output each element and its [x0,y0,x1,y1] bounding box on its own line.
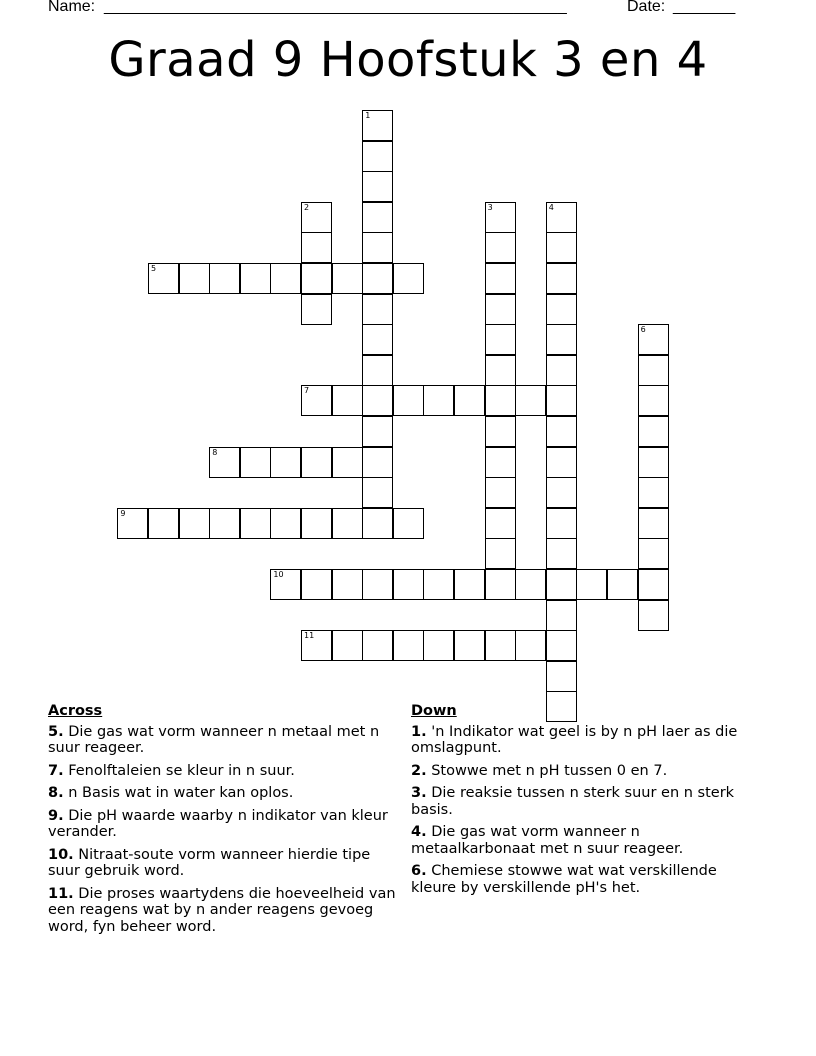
grid-cell[interactable] [485,263,516,294]
grid-cell[interactable] [393,263,424,294]
grid-cell[interactable] [393,508,424,539]
date-field[interactable]: _______ [673,0,736,15]
grid-cell[interactable] [393,385,424,416]
clue-text: Nitraat-soute vorm wanneer hierdie tipe suur gebruik word. [48,846,371,879]
clue-number: 4. [411,824,427,840]
clue-number: 6 [640,325,646,335]
across-clue [48,847,398,880]
grid-cell[interactable] [423,385,454,416]
grid-cell[interactable] [454,569,485,600]
grid-cell[interactable] [546,355,577,386]
grid-cell[interactable] [301,447,332,478]
clue-number: 4 [548,202,554,212]
grid-cell[interactable] [485,232,516,263]
down-clues [411,703,761,902]
grid-cell[interactable] [117,508,148,539]
clue-text: 'n Indikator wat geel is by n pH laer as die omslagpunt. [411,723,738,756]
grid-cell[interactable] [362,294,393,325]
clue-number: 6. [411,863,427,879]
name-label: Name: [48,0,96,15]
clue-number: 9 [120,508,126,518]
grid-cell[interactable] [485,324,516,355]
grid-cell[interactable] [485,355,516,386]
grid-cell[interactable] [301,202,332,233]
clue-number: 10 [273,570,284,579]
grid-cell[interactable] [332,385,363,416]
clue-text: Die reaksie tussen n sterk suur en n sterk basis. [411,785,735,818]
grid-cell[interactable] [148,263,179,294]
grid-cell[interactable] [485,385,516,416]
grid-cell[interactable] [332,630,363,661]
grid-cell[interactable] [362,110,393,141]
grid-cell[interactable] [332,508,363,539]
grid-cell[interactable] [362,324,393,355]
grid-cell[interactable] [332,569,363,600]
grid-cell[interactable] [485,202,516,233]
clue-text: Die gas wat vorm wanneer n metaalkarbonaat met n suur reageer. [411,824,684,857]
grid-cell[interactable] [638,508,669,539]
grid-cell[interactable] [546,202,577,233]
clue-text: Fenolftaleien se kleur in n suur. [63,762,295,779]
grid-cell[interactable] [362,141,393,172]
grid-cell[interactable] [638,416,669,447]
grid-cell[interactable] [332,263,363,294]
grid-cell[interactable] [485,416,516,447]
clue-number: 1. [411,723,427,740]
grid-cell[interactable] [546,294,577,325]
grid-cell[interactable] [362,232,393,263]
grid-cell[interactable] [209,508,240,539]
grid-cell[interactable] [301,263,332,294]
grid-cell[interactable] [638,569,669,600]
grid-cell[interactable] [546,232,577,263]
down-clue [411,763,761,780]
across-clue [48,763,398,780]
across-clue [48,808,398,841]
clue-number: 7 [304,386,310,396]
grid-cell[interactable] [638,324,669,355]
grid-cell[interactable] [362,263,393,294]
down-heading: Down [411,703,457,719]
across-clue [48,785,398,802]
grid-cell[interactable] [485,538,516,569]
grid-cell[interactable] [485,447,516,478]
grid-cell[interactable] [240,447,271,478]
grid-cell[interactable] [485,508,516,539]
grid-cell[interactable] [546,630,577,661]
grid-cell[interactable] [301,232,332,263]
grid-cell[interactable] [179,263,210,294]
grid-cell[interactable] [607,569,638,600]
grid-cell[interactable] [638,600,669,631]
clue-number: 11. [48,885,74,902]
grid-cell[interactable] [179,508,210,539]
grid-cell[interactable] [546,569,577,600]
grid-cell[interactable] [301,294,332,325]
grid-cell[interactable] [485,569,516,600]
name-field[interactable]: ____________________________________________________ [104,0,567,15]
clue-number: 3 [487,202,493,212]
clue-number: 3. [411,785,427,801]
across-clue [48,724,398,757]
grid-cell[interactable] [362,202,393,233]
grid-cell[interactable] [546,508,577,539]
across-clue [48,886,398,936]
grid-cell[interactable] [393,630,424,661]
grid-cell[interactable] [546,263,577,294]
grid-cell[interactable] [638,477,669,508]
grid-cell[interactable] [454,630,485,661]
grid-cell[interactable] [638,538,669,569]
grid-cell[interactable] [638,447,669,478]
grid-cell[interactable] [546,385,577,416]
grid-cell[interactable] [485,294,516,325]
grid-cell[interactable] [270,447,301,478]
grid-cell[interactable] [301,569,332,600]
down-clue [411,785,761,818]
grid-cell[interactable] [485,630,516,661]
grid-cell[interactable] [362,171,393,202]
grid-cell[interactable] [515,569,546,600]
grid-cell[interactable] [270,508,301,539]
grid-cell[interactable] [240,508,271,539]
clue-text: Die proses waartydens die hoeveelheid van een reagens wat by n ander reagens gevoeg word, fyn beheer word. [48,885,396,935]
grid-cell[interactable] [576,569,607,600]
grid-cell[interactable] [546,661,577,692]
grid-cell[interactable] [638,355,669,386]
grid-cell[interactable] [332,447,363,478]
date-label: Date: [627,0,666,15]
grid-cell[interactable] [362,569,393,600]
down-clue [411,863,761,896]
clue-number: 2 [304,202,310,212]
clue-text: Die pH waarde waarby n indikator van kleur verander. [48,807,388,840]
grid-cell[interactable] [546,538,577,569]
grid-cell[interactable] [362,416,393,447]
across-clues [48,703,398,941]
grid-cell[interactable] [515,385,546,416]
grid-cell[interactable] [485,477,516,508]
grid-cell[interactable] [638,385,669,416]
grid-cell[interactable] [362,508,393,539]
clue-number: 11 [304,631,315,641]
grid-cell[interactable] [362,385,393,416]
clue-text: Stowwe met n pH tussen 0 en 7. [426,762,668,779]
grid-cell[interactable] [515,630,546,661]
grid-cell[interactable] [362,355,393,386]
down-clue [411,824,761,857]
grid-cell[interactable] [546,324,577,355]
clue-number: 10. [48,846,74,863]
grid-cell[interactable] [148,508,179,539]
clue-text: n Basis wat in water kan oplos. [63,785,294,801]
clue-number: 7. [48,762,64,779]
grid-cell[interactable] [301,385,332,416]
grid-cell[interactable] [301,630,332,661]
grid-cell[interactable] [362,630,393,661]
across-heading: Across [48,703,103,719]
clue-text: Die gas wat vorm wanneer n metaal met n suur reageer. [48,723,380,756]
clue-number: 1 [365,111,371,120]
clue-number: 5. [48,723,64,740]
grid-cell[interactable] [423,630,454,661]
grid-cell[interactable] [270,263,301,294]
grid-cell[interactable] [546,600,577,631]
grid-cell[interactable] [362,447,393,478]
page-title: Graad 9 Hoofstuk 3 en 4 [108,32,708,88]
clue-number: 2. [411,762,427,779]
grid-cell[interactable] [546,447,577,478]
grid-cell[interactable] [270,569,301,600]
grid-cell[interactable] [546,477,577,508]
clue-number: 8. [48,785,64,801]
grid-cell[interactable] [301,508,332,539]
grid-cell[interactable] [362,477,393,508]
clue-number: 9. [48,807,64,824]
grid-cell[interactable] [209,447,240,478]
clue-number: 5 [151,264,157,273]
clue-text: Chemiese stowwe wat wat verskillende kleure by verskillende pH's het. [411,863,717,896]
grid-cell[interactable] [546,416,577,447]
grid-cell[interactable] [454,385,485,416]
clue-number: 8 [212,447,218,457]
grid-cell[interactable] [393,569,424,600]
grid-cell[interactable] [209,263,240,294]
grid-cell[interactable] [423,569,454,600]
grid-cell[interactable] [240,263,271,294]
down-clue [411,724,761,757]
